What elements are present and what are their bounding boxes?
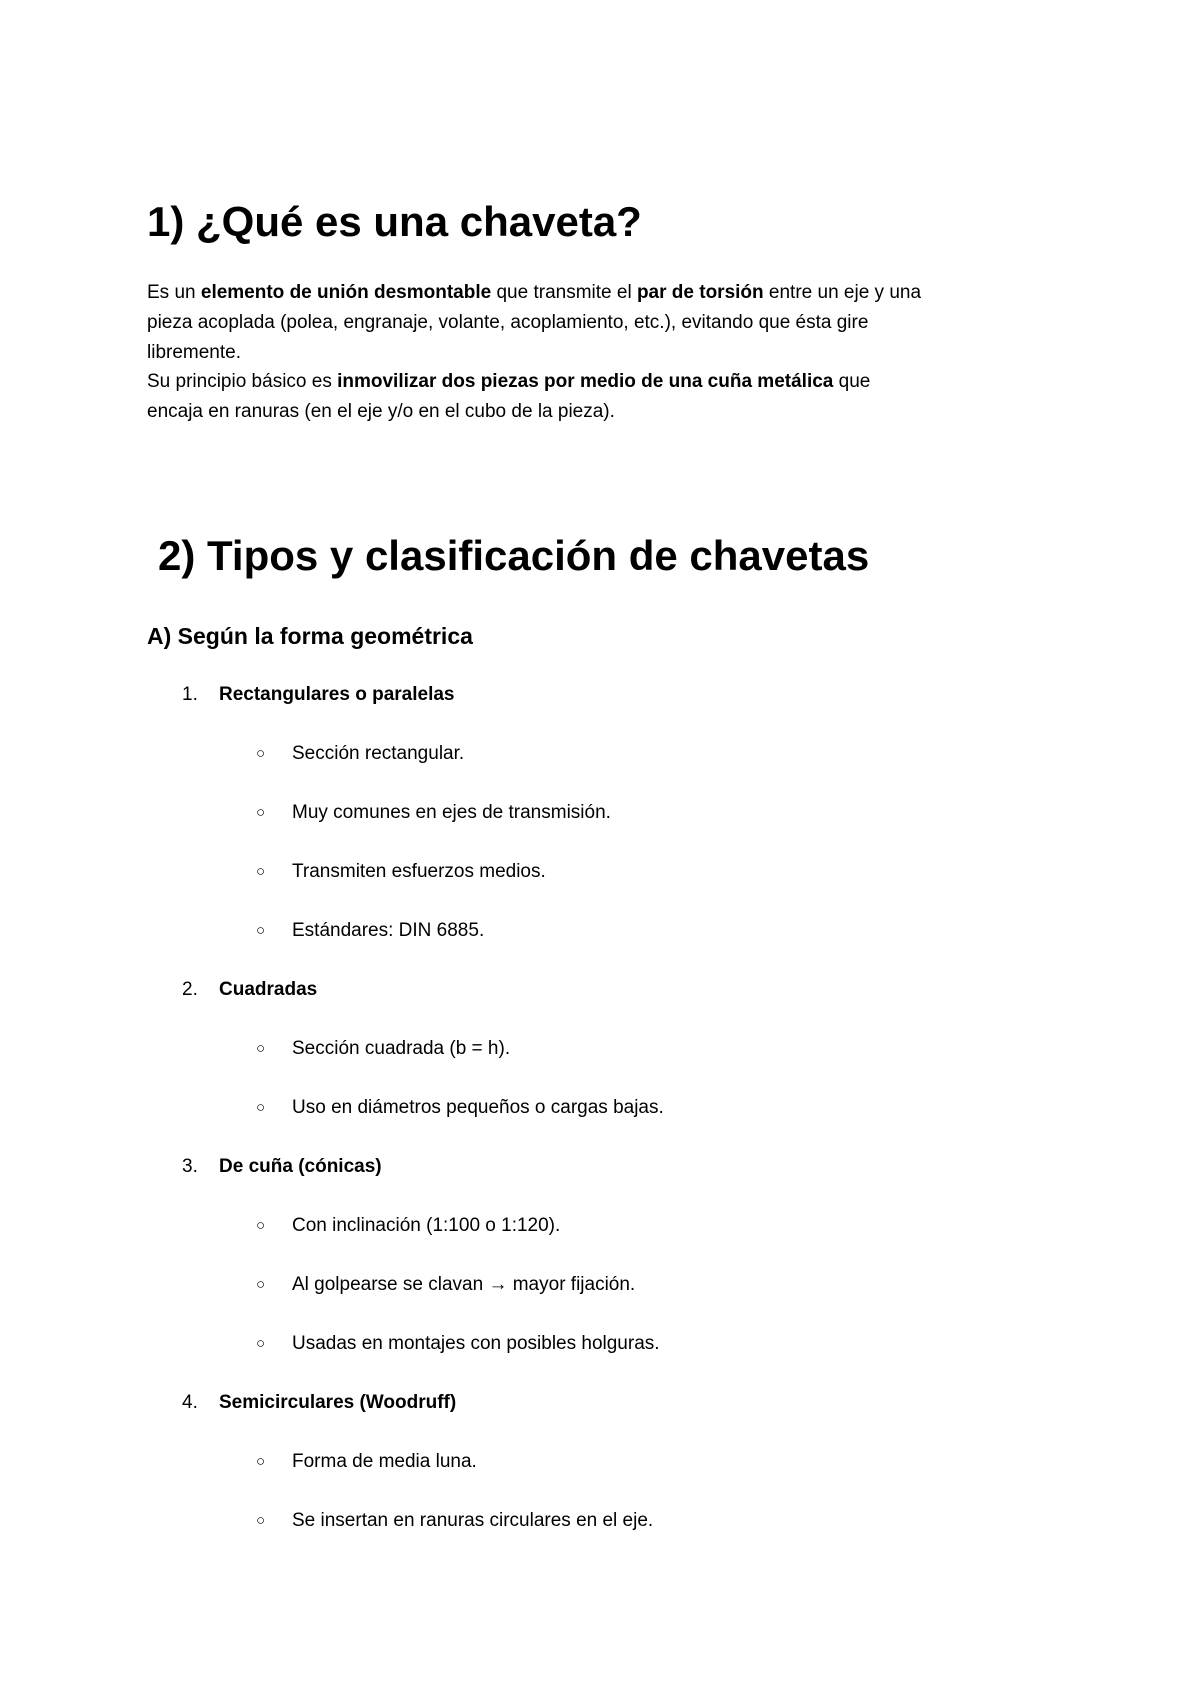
paragraph-2-line-1	[147, 367, 1087, 396]
text-run: que transmite el	[491, 282, 637, 303]
circle-bullet-icon: ○	[256, 1099, 266, 1116]
sub-list-item	[0, 1270, 1200, 1300]
list-item-label: Cuadradas	[219, 979, 318, 1000]
list-number: 4.	[182, 1392, 198, 1413]
paragraph-1-line-3: libremente.	[147, 342, 241, 363]
list-item	[0, 680, 1200, 710]
sub-list-item-text: Forma de media luna.	[292, 1451, 477, 1472]
circle-bullet-icon: ○	[256, 1217, 266, 1234]
sub-list-item-text: Muy comunes en ejes de transmisión.	[292, 802, 611, 823]
sub-list-item	[0, 1034, 1200, 1064]
sub-list-item	[0, 1093, 1200, 1123]
paragraph-2-line-2: encaja en ranuras (en el eje y/o en el cubo de la pieza).	[147, 401, 615, 422]
circle-bullet-icon: ○	[256, 922, 266, 939]
circle-bullet-icon: ○	[256, 745, 266, 762]
sub-list-item	[0, 857, 1200, 887]
text-run: entre un eje y una	[763, 282, 922, 303]
bold-run: inmovilizar dos piezas por medio de una cuña metálica	[337, 371, 834, 392]
list-number: 1.	[182, 684, 198, 705]
sub-list-item	[0, 1211, 1200, 1241]
circle-bullet-icon: ○	[256, 1335, 266, 1352]
section-1-heading: 1) ¿Qué es una chaveta?	[147, 198, 642, 245]
list-item	[0, 1152, 1200, 1182]
sub-list-item-text: Uso en diámetros pequeños o cargas bajas.	[292, 1097, 664, 1118]
list-number: 3.	[182, 1156, 198, 1177]
sub-list-item	[0, 916, 1200, 946]
bold-run: par de torsión	[636, 282, 764, 303]
sub-list-item-text: Al golpearse se clavan → mayor fijación.	[292, 1274, 636, 1295]
circle-bullet-icon: ○	[256, 1453, 266, 1470]
list-item-label: De cuña (cónicas)	[219, 1156, 382, 1177]
sub-list-item-text: Sección rectangular.	[292, 743, 465, 764]
circle-bullet-icon: ○	[256, 804, 266, 821]
list-item	[0, 1388, 1200, 1418]
list-item-label: Rectangulares o paralelas	[219, 684, 455, 705]
sub-list-item-text: Sección cuadrada (b = h).	[292, 1038, 511, 1059]
text-run: Su principio básico es	[147, 371, 338, 392]
sub-list-item-text: Se insertan en ranuras circulares en el eje.	[292, 1510, 654, 1531]
sub-list-item-text: Con inclinación (1:100 o 1:120).	[292, 1215, 561, 1236]
sub-list-item-text: Estándares: DIN 6885.	[292, 920, 485, 941]
list-item-label: Semicirculares (Woodruff)	[219, 1392, 457, 1413]
circle-bullet-icon: ○	[256, 863, 266, 880]
paragraph-1-line-2: pieza acoplada (polea, engranaje, volante, acoplamiento, etc.), evitando que ésta gire	[147, 312, 869, 333]
circle-bullet-icon: ○	[256, 1512, 266, 1529]
sub-list-item-text: Transmiten esfuerzos medios.	[292, 861, 546, 882]
text-run: que	[833, 371, 871, 392]
paragraph-1-line-1	[147, 278, 1087, 307]
sub-list-item	[0, 1329, 1200, 1359]
subsection-a-heading: A) Según la forma geométrica	[147, 623, 473, 649]
list-item	[0, 975, 1200, 1005]
sub-list-item-text: Usadas en montajes con posibles holguras.	[292, 1333, 660, 1354]
circle-bullet-icon: ○	[256, 1276, 266, 1293]
circle-bullet-icon: ○	[256, 1040, 266, 1057]
sub-list-item	[0, 739, 1200, 769]
list-number: 2.	[182, 979, 198, 1000]
section-2-heading: 2) Tipos y clasificación de chavetas	[158, 532, 870, 579]
sub-list-item	[0, 1447, 1200, 1477]
sub-list-item	[0, 798, 1200, 828]
text-run: Es un	[147, 282, 201, 303]
sub-list-item	[0, 1506, 1200, 1536]
bold-run: elemento de unión desmontable	[200, 282, 492, 303]
